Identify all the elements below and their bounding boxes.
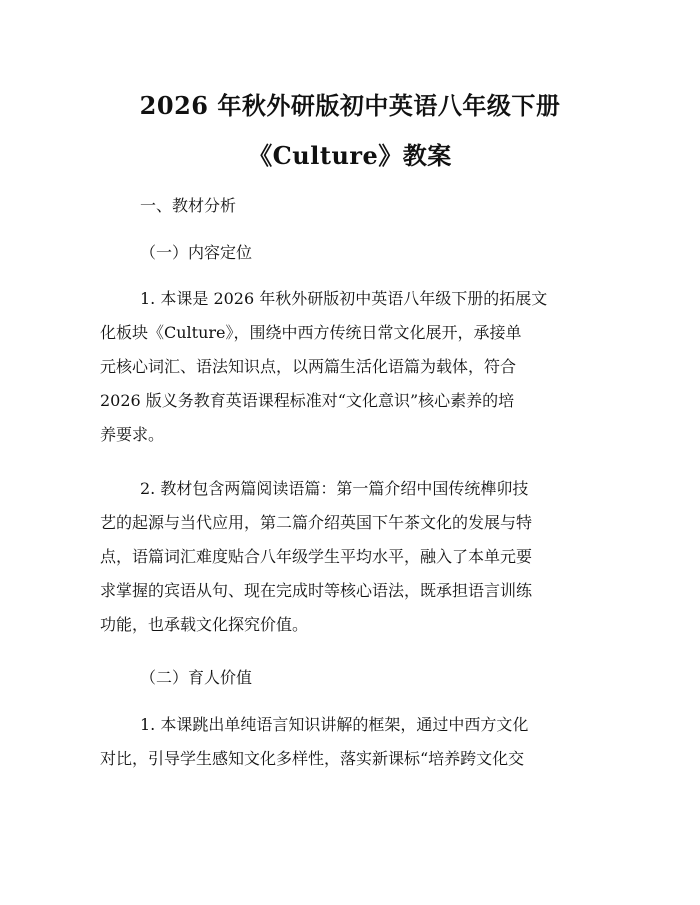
paragraph-line: 艺的起源与当代应用，第二篇介绍英国下午茶文化的发展与特 (100, 513, 533, 532)
paragraph-line: 养要求。 (100, 425, 165, 444)
paragraph-3 (100, 708, 602, 776)
paragraph-line: 化板块《Culture》，围绕中西方传统日常文化展开，承接单 (100, 323, 522, 342)
paragraph-line: 2026 版义务教育英语课程标准对“文化意识”核心素养的培 (100, 391, 515, 410)
subsection-heading-educational-value: （二）育人价值 (140, 668, 253, 687)
document-title-line-2: 《Culture》教案 (248, 141, 452, 170)
paragraph-line: 功能，也承载文化探究价值。 (100, 615, 309, 634)
paragraph-line: 1. 本课是 2026 年秋外研版初中英语八年级下册的拓展文 (140, 289, 548, 308)
paragraph-line: 对比，引导学生感知文化多样性，落实新课标“培养跨文化交 (100, 749, 525, 768)
subsection-heading-content-positioning: （一）内容定位 (140, 243, 253, 262)
section-heading-textbook-analysis: 一、教材分析 (140, 196, 237, 215)
paragraph-1 (100, 282, 602, 452)
paragraph-line: 1. 本课跳出单纯语言知识讲解的框架，通过中西方文化 (140, 715, 529, 734)
paragraph-2 (100, 472, 602, 642)
paragraph-line: 元核心词汇、语法知识点，以两篇生活化语篇为载体，符合 (100, 357, 517, 376)
paragraph-line: 点，语篇词汇难度贴合八年级学生平均水平，融入了本单元要 (100, 547, 533, 566)
paragraph-line: 求掌握的宾语从句、现在完成时等核心语法，既承担语言训练 (100, 581, 533, 600)
paragraph-line: 2. 教材包含两篇阅读语篇：第一篇介绍中国传统榫卯技 (140, 479, 529, 498)
document-title-line-1: 2026 年秋外研版初中英语八年级下册 (139, 91, 561, 120)
